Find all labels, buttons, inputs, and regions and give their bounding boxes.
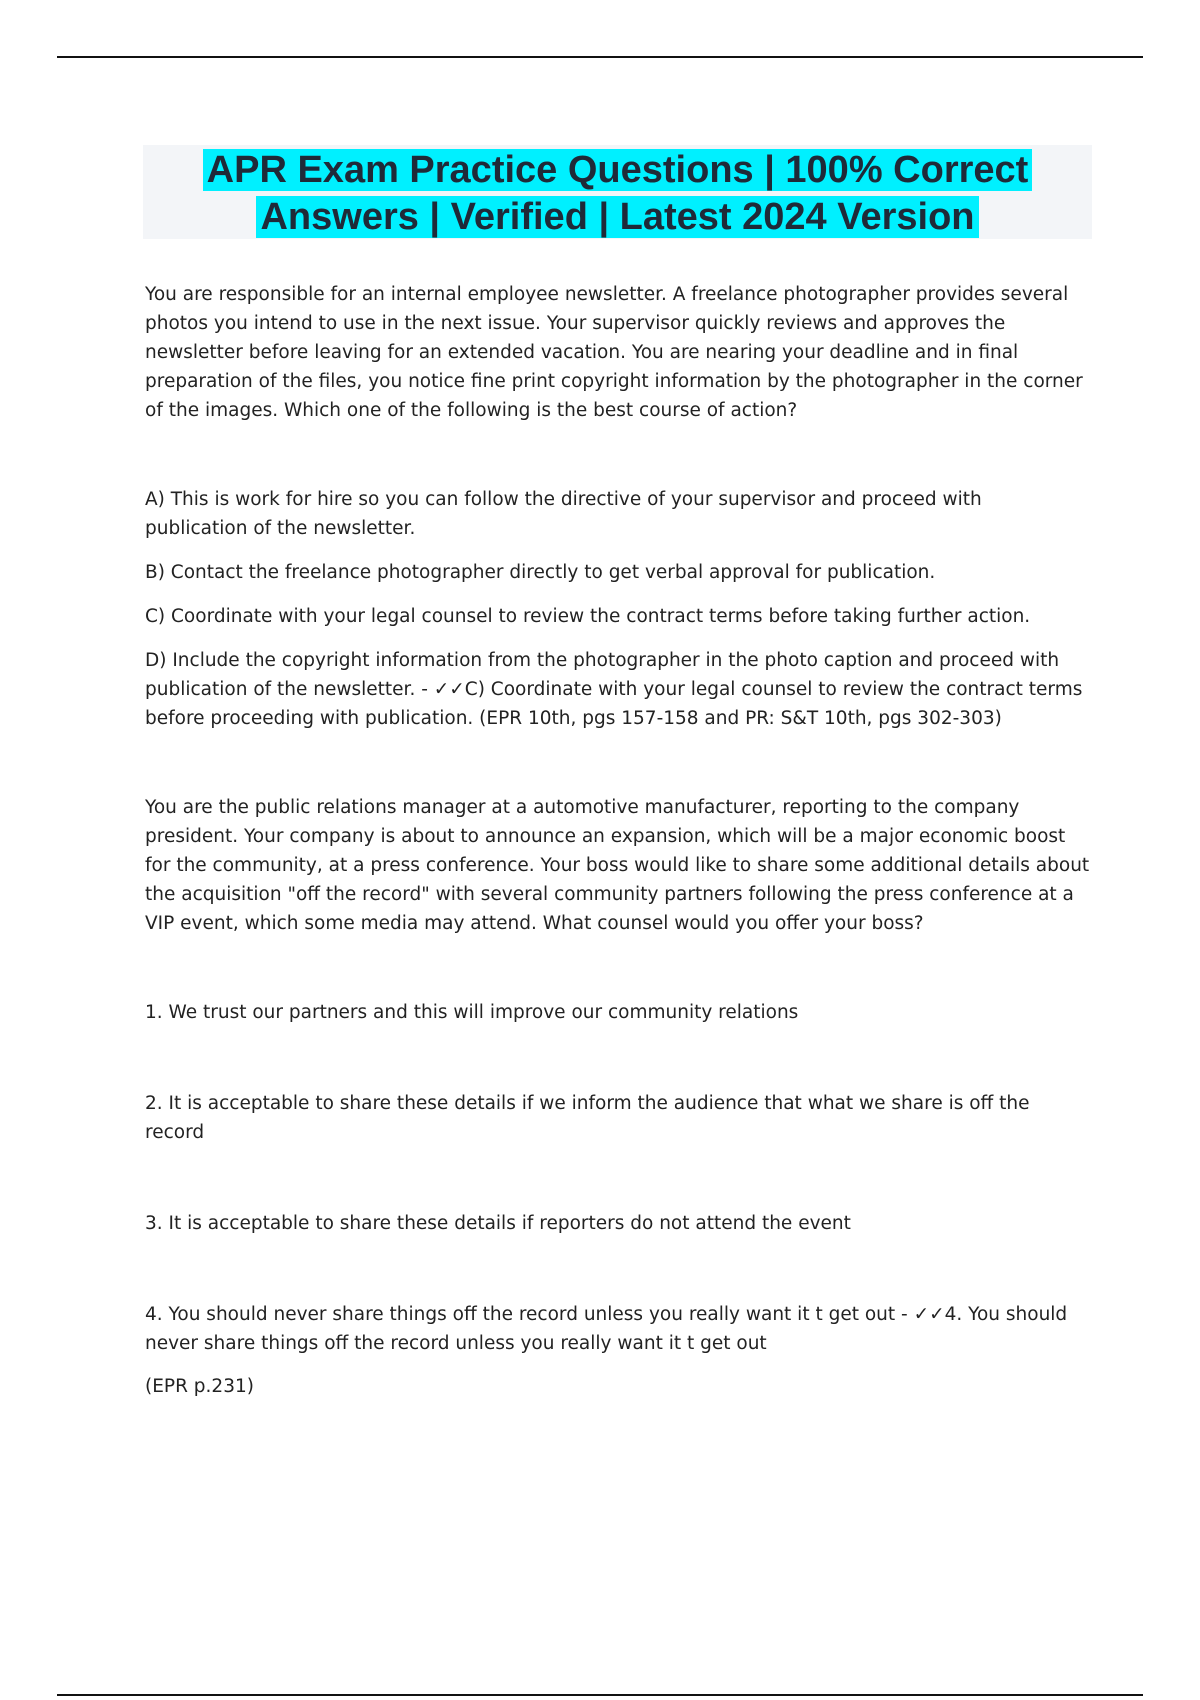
question-2-reference: (EPR p.231): [145, 1376, 254, 1397]
top-rule: [57, 56, 1143, 58]
title-banner: [143, 145, 1092, 239]
question-2-option-1: 1. We trust our partners and this will improve our community relations: [145, 1002, 799, 1023]
bottom-rule: [57, 1694, 1143, 1696]
question-2-option-4-answer: 4. You should never share things off the record unless you really want it t get out - ✓✓4. You should never share things off the record unless you really want it t get out: [145, 1304, 1068, 1354]
question-1-option-c: C) Coordinate with your legal counsel to review the contract terms before taking further action.: [145, 606, 1031, 627]
title-line-2: Answers | Verified | Latest 2024 Version: [256, 196, 978, 238]
question-1-option-a: A) This is work for hire so you can follow the directive of your supervisor and proceed with publication of the newsletter.: [145, 489, 982, 539]
document-body: [145, 280, 1090, 1401]
question-2-option-3: 3. It is acceptable to share these details if reporters do not attend the event: [145, 1213, 851, 1234]
question-2-prompt: You are the public relations manager at a automotive manufacturer, reporting to the company president. Your company is about to announce an expansion, which will be a major economic boost for the community, at a press conference. Your boss would like to share some additional details about the acquisition "off the record" with several community partners following the press conference at a VIP event, which some media may attend. What counsel would you offer your boss?: [145, 797, 1090, 934]
question-2-option-2: 2. It is acceptable to share these details if we inform the audience that what we share is off the record: [145, 1093, 1030, 1143]
page-title: [143, 145, 1092, 241]
question-1-option-b: B) Contact the freelance photographer directly to get verbal approval for publication.: [145, 562, 936, 583]
title-line-1: APR Exam Practice Questions | 100% Correct: [203, 149, 1033, 191]
question-1-prompt: You are responsible for an internal employee newsletter. A freelance photographer provides several photos you intend to use in the next issue. Your supervisor quickly reviews and approves the newsletter before leaving for an extended vacation. You are nearing your deadline and in final preparation of the files, you notice fine print copyright information by the photographer in the corner of the images. Which one of the following is the best course of action?: [145, 284, 1083, 421]
question-1-option-d-answer: D) Include the copyright information from the photographer in the photo caption and proceed with publication of the newsletter. - ✓✓C) Coordinate with your legal counsel to review the contract terms before proceeding with publication. (EPR 10th, pgs 157-158 and PR: S&T 10th, pgs 302-303): [145, 650, 1083, 729]
